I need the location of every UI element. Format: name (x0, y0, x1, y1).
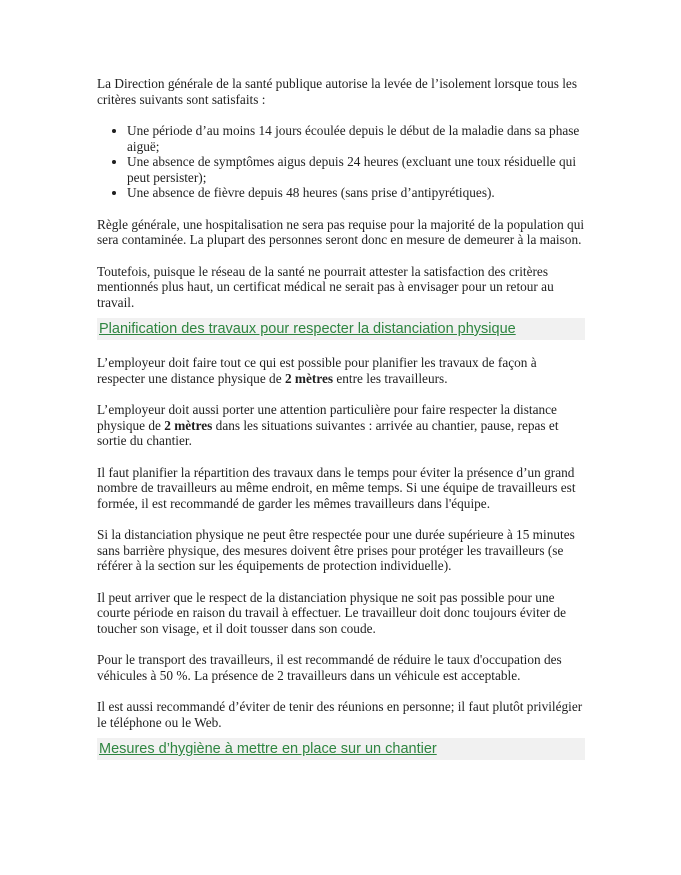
intro-paragraph: La Direction générale de la santé publique autorise la levée de l’isolement lorsque tous les critères suivants sont satisfaits : (97, 76, 577, 107)
situations-paragraph-pre: L’employeur doit aussi porter une attention particulière pour faire respecter la distance physique de (97, 402, 557, 433)
section-heading-hygiene[interactable]: Mesures d’hygiène à mettre en place sur un chantier (97, 738, 585, 760)
transport-paragraph: Pour le transport des travailleurs, il est recommandé de réduire le taux d'occupation des véhicules à 50 %. La présence de 2 travailleurs dans un véhicule est acceptable. (97, 652, 562, 683)
hospitalisation-paragraph: Règle générale, une hospitalisation ne sera pas requise pour la majorité de la population qui sera contaminée. La plupart des personnes seront donc en mesure de demeurer à la maison. (97, 216, 585, 247)
distance-paragraph (97, 355, 585, 386)
criteria-item-period: • Une période d’au moins 14 jours écoulée depuis le début de la maladie dans sa phase aiguë; (127, 123, 585, 154)
criteria-list (97, 123, 585, 201)
criteria-item-symptoms: • Une absence de symptômes aigus depuis 24 heures (excluant une toux résiduelle qui peut persister); (127, 154, 585, 185)
criteria-item-fever: • Une absence de fièvre depuis 48 heures (sans prise d’antipyrétiques). (127, 185, 585, 201)
distance-paragraph-post: entre les travailleurs. (333, 370, 448, 386)
barriere-paragraph: Si la distanciation physique ne peut être respectée pour une durée supérieure à 15 minutes sans barrière physique, des mesures doivent être prises pour protéger les travailleurs (se référer à la section sur les équipements de protection individuelle). (97, 527, 575, 573)
situations-paragraph (97, 402, 585, 449)
section-heading-planification[interactable]: Planification des travaux pour respecter la distanciation physique (97, 318, 585, 340)
distance-paragraph-bold: 2 mètres (284, 370, 334, 386)
certificat-paragraph: Toutefois, puisque le réseau de la santé ne pourrait attester la satisfaction des critères mentionnés plus haut, un certificat médical ne serait pas à envisager pour un retour au travail. (97, 263, 554, 310)
distance-paragraph-pre: L’employeur doit faire tout ce qui est possible pour planifier les travaux de façon à respecter une distance physique de (97, 355, 537, 386)
courte-periode-paragraph: Il peut arriver que le respect de la distanciation physique ne soit pas possible pour une courte période en raison du travail à effectuer. Le travailleur doit donc toujours éviter de toucher son visage, et il doit tousser dans son coude. (97, 589, 567, 636)
reunions-paragraph: Il est aussi recommandé d’éviter de tenir des réunions en personne; il faut plutôt privilégier le téléphone ou le Web. (97, 699, 583, 730)
situations-paragraph-post: dans les situations suivantes : arrivée au chantier, pause, repas et sortie du chantier. (97, 417, 559, 448)
situations-paragraph-bold: 2 mètres (164, 417, 213, 433)
repartition-paragraph: Il faut planifier la répartition des travaux dans le temps pour éviter la présence d’un grand nombre de travailleurs au même endroit, en même temps. Si une équipe de travailleurs est formée, il est recommandé de garder les mêmes travailleurs dans l'équipe. (97, 464, 576, 511)
document-content (97, 76, 585, 775)
